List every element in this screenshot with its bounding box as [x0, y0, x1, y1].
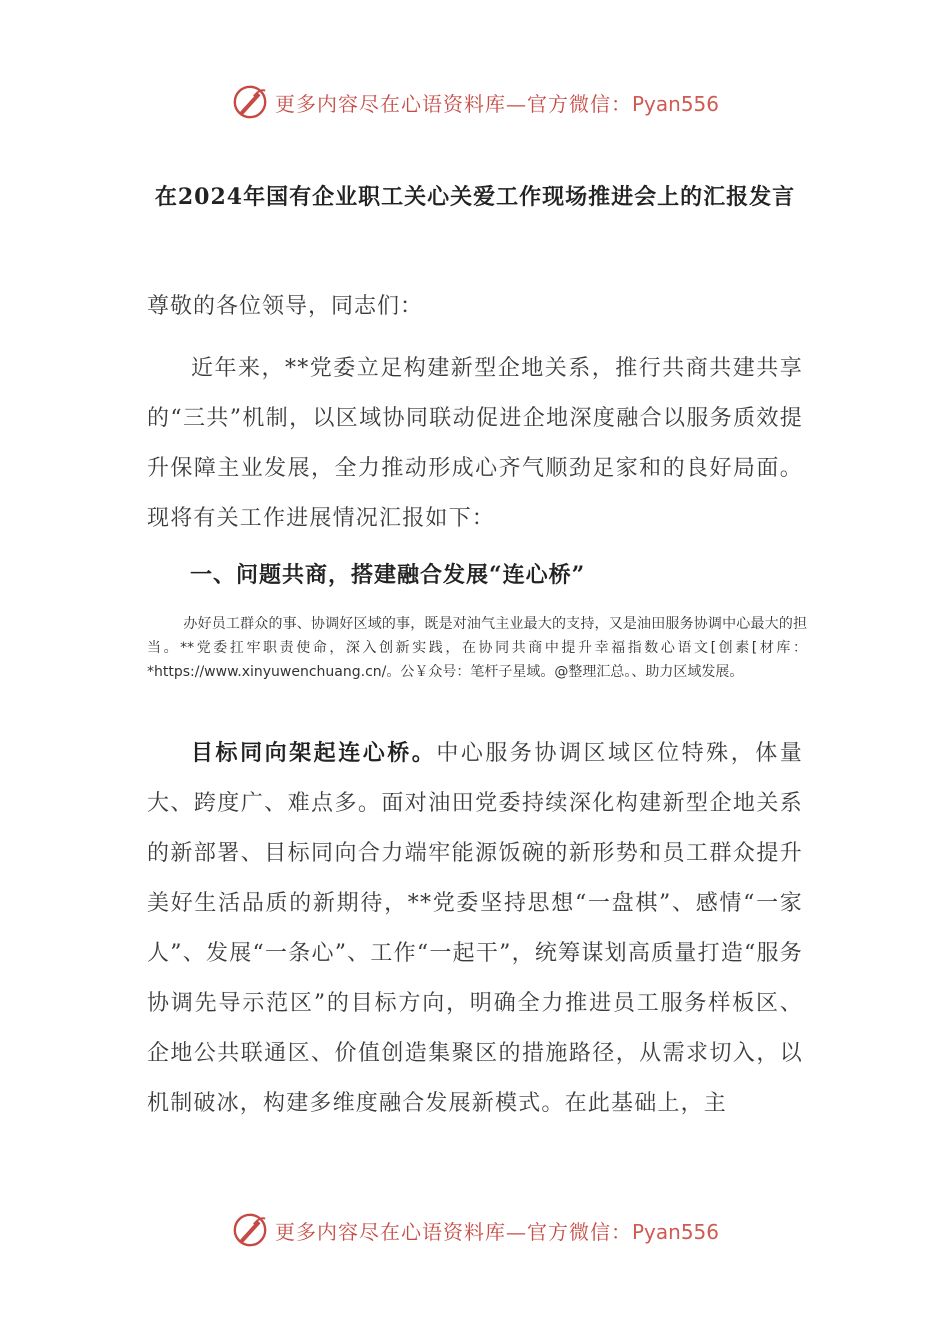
- document-title: 在2024年国有企业职工关心关爱工作现场推进会上的汇报发言: [154, 184, 796, 210]
- pen-logo-icon: [231, 83, 269, 121]
- inserted-small-paragraph: 办好员工群众的事、协调好区域的事，既是对油气主业最大的支持，又是油田服务协调中心最大的担当。**党委扛牢职责使命，深入创新实践，在协同共商中提升幸福指数心语文[创素[材库：*https://www.xinyuwenchuang.cn/。公￥众号：笔杆子星域。@整理汇总。、助力区域发展。: [147, 616, 807, 680]
- watermark-text: 更多内容尽在心语资料库—官方微信：Pyan556: [274, 91, 719, 116]
- intro-paragraph: 近年来，**党委立足构建新型企地关系，推行共商共建共享的“三共”机制，以区域协同联动促进企地深度融合以服务质效提升保障主业发展，全力推动形成心齐气顺劲足家和的良好局面。现将有关工作进展情况汇报如下：: [147, 356, 803, 531]
- watermark-banner-bottom: [0, 1208, 950, 1252]
- pen-logo-icon: [231, 1211, 269, 1249]
- watermark-text: 更多内容尽在心语资料库—官方微信：Pyan556: [274, 1219, 719, 1244]
- greeting: 尊敬的各位领导，同志们：: [147, 294, 424, 319]
- watermark-banner-top: [0, 80, 950, 124]
- paragraph-2-body: 中心服务协调区域区位特殊，体量大、跨度广、难点多。面对油田党委持续深化构建新型企地关系的新部署、目标同向合力端牢能源饭碗的新形势和员工群众提升美好生活品质的新期待，**党委坚持思想“一盘棋”、感情“一家人”、发展“一条心”、工作“一起干”，统筹谋划高质量打造“服务协调先导示范区”的目标方向，明确全力推进员工服务样板区、企地公共联通区、价值创造集聚区的措施路径，从需求切入，以机制破冰，构建多维度融合发展新模式。在此基础上，主: [147, 741, 803, 1116]
- paragraph-2: [147, 728, 803, 1129]
- section-heading-1: 一、问题共商，搭建融合发展“连心桥”: [190, 562, 586, 588]
- paragraph-2-lead: 目标同向架起连心桥。: [191, 740, 437, 766]
